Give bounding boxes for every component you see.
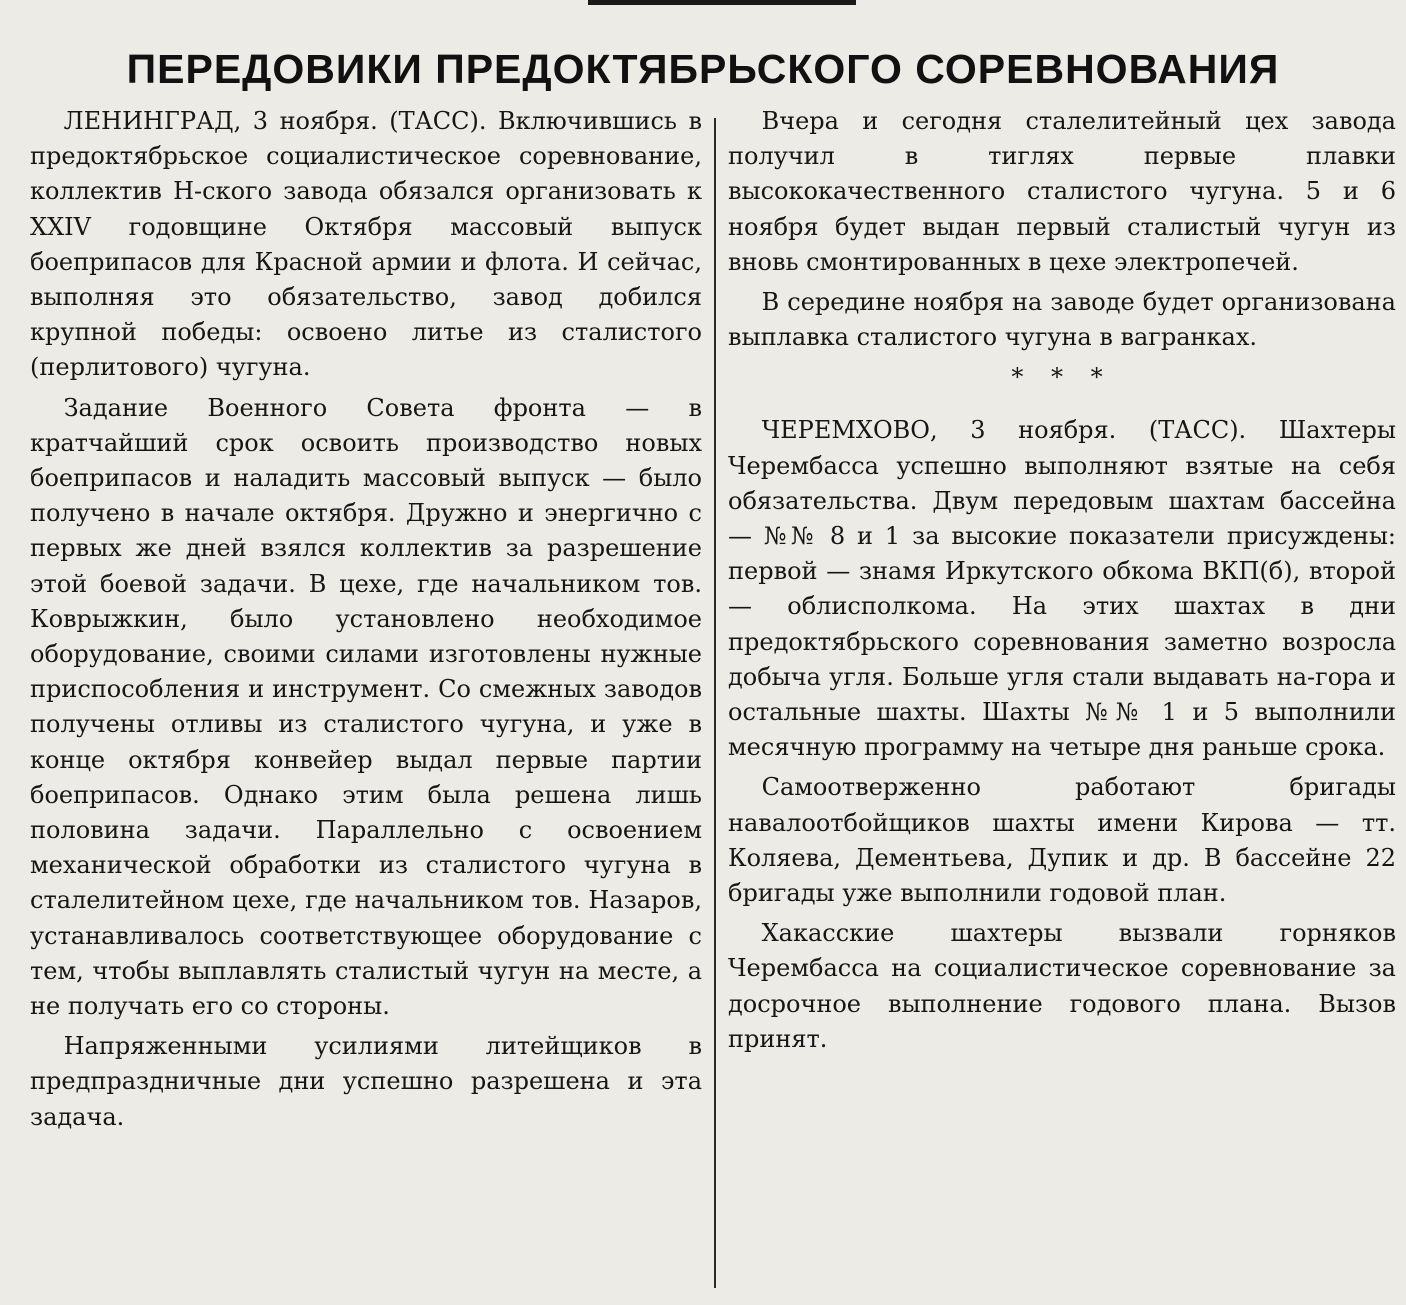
cheremkhovo-paragraph-3: Хакасские шахтеры вызвали горняков Черембасса на социалистическое соревнование за досрочное выполнение годового плана. Вызов принят. bbox=[728, 919, 1396, 1053]
leningrad-paragraph-5: В середине ноября на заводе будет организована выплавка сталистого чугуна в вагранках. bbox=[728, 288, 1396, 352]
leningrad-paragraph-1: ЛЕНИНГРАД, 3 ноября. (ТАСС). Включившись в предоктябрьское социалистическое соревнование, коллектив Н-ского завода обязался организовать к XXIV годовщине Октября массовый выпуск боеприпасов для Красной армии и флота. И сейчас, выполняя это обязательство, завод добился крупной победы: освоено литье из сталистого (перлитового) чугуна. bbox=[30, 107, 702, 382]
cheremkhovo-paragraph-2: Самоотверженно работают бригады навалоотбойщиков шахты имени Кирова — тт. Коляева, Дементьева, Дупик и др. В бассейне 22 бригады уже выполнили годовой план. bbox=[728, 773, 1396, 908]
top-rule bbox=[588, 0, 856, 5]
leningrad-paragraph-3: Напряженными усилиями литейщиков в предпраздничные дни успешно разрешена и эта задача. bbox=[30, 1032, 702, 1131]
column-divider bbox=[714, 118, 716, 1288]
cheremkhovo-paragraph-1: ЧЕРЕМХОВО, 3 ноября. (ТАСС). Шахтеры Черембасса успешно выполняют взятые на себя обязательства. Двум передовым шахтам бассейна — №№ 8 и 1 за высокие показатели присуждены: первой — знамя Иркутского обкома ВКП(б), второй — облисполкома. На этих шахтах в дни предоктябрьского соревнования заметно возросла добыча угля. Больше угля стали выдавать на-гора и остальные шахты. Шахты №№ 1 и 5 выполнили месячную программу на четыре дня раньше срока. bbox=[728, 416, 1396, 762]
left-column bbox=[30, 104, 702, 1135]
headline: ПЕРЕДОВИКИ ПРЕДОКТЯБРЬСКОГО СОРЕВНОВАНИЯ bbox=[126, 46, 1280, 92]
section-separator: * * * bbox=[1011, 363, 1113, 392]
leningrad-paragraph-4: Вчера и сегодня сталелитейный цех завода получил в тиглях первые плавки высококачественного сталистого чугуна. 5 и 6 ноября будет выдан первый сталистый чугун из вновь смонтированных в цехе электропечей. bbox=[728, 107, 1396, 276]
right-column bbox=[728, 104, 1396, 1057]
leningrad-paragraph-2: Задание Военного Совета фронта — в кратчайший срок освоить производство новых боеприпасов и наладить массовый выпуск — было получено в начале октября. Дружно и энергично с первых же дней взялся коллектив за разрешение этой боевой задачи. В цехе, где начальником тов. Коврыжкин, было установлено необходимое оборудование, своими силами изготовлены нужные приспособления и инструмент. Со смежных заводов получены отливы из сталистого чугуна, и уже в конце октября конвейер выдал первые партии боеприпасов. Однако этим была решена лишь половина задачи. Параллельно с освоением механической обработки из сталистого чугуна в сталелитейном цехе, где начальником тов. Назаров, устанавливалось соответствующее оборудование с тем, чтобы выплавлять сталистый чугун на месте, а не получать его со стороны. bbox=[30, 393, 702, 1021]
